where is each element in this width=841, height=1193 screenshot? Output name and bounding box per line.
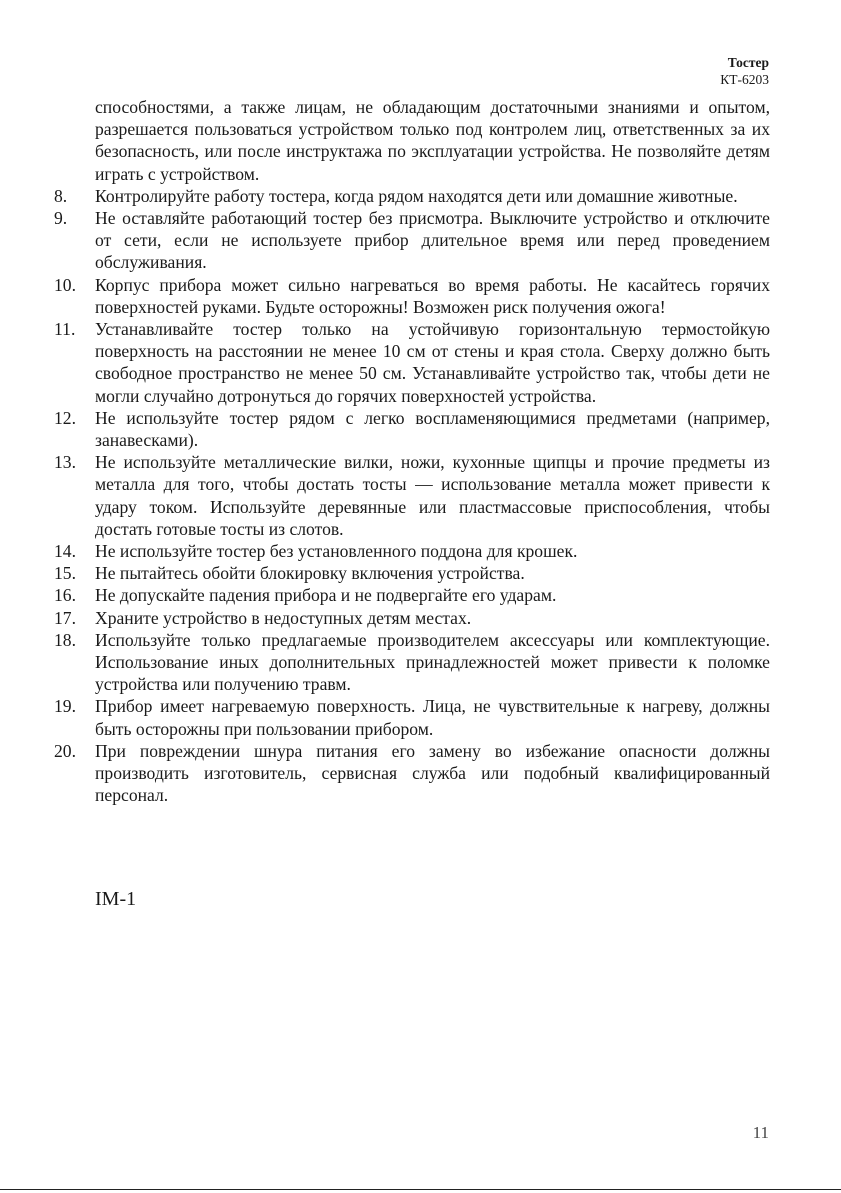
item-number: 13. xyxy=(54,452,76,473)
list-item xyxy=(54,451,770,540)
list-item xyxy=(54,318,770,407)
item-text: Используйте только предлагаемые производителем аксессуары или комплектующие. Использование иных дополнительных принадлежностей может привести к поломке устройства или получению травм. xyxy=(95,629,770,695)
item-text: Не оставляйте работающий тостер без присмотра. Выключите устройство и отключите от сети, если не используете прибор длительное время или перед проведением обслуживания. xyxy=(95,208,770,273)
list-item xyxy=(54,407,770,451)
item-text: Не пытайтесь обойти блокировку включения устройства. xyxy=(95,563,525,584)
item-text: Прибор имеет нагреваемую поверхность. Лица, не чувствительные к нагреву, должны быть осторожны при пользовании прибором. xyxy=(95,696,770,739)
item-text: Устанавливайте тостер только на устойчивую горизонтальную термостойкую поверхность на расстоянии не менее 10 см от стены и края стола. Сверху должно быть свободное пространство не менее 50 см. Устанавливайте устройство так, чтобы дети не могли случайно дотронуться до горячих поверхностей устройства. xyxy=(95,319,770,406)
item-number: 20. xyxy=(54,740,76,761)
list-item xyxy=(54,274,770,318)
manual-code: IM-1 xyxy=(95,888,137,910)
list-item xyxy=(54,185,770,207)
item-text: Не используйте тостер без установленного поддона для крошек. xyxy=(95,541,578,562)
list-item xyxy=(54,207,770,274)
safety-instructions xyxy=(54,96,770,807)
list-item xyxy=(54,584,770,606)
item-text: Корпус прибора может сильно нагреваться во время работы. Не касайтесь горячих поверхностей руками. Будьте осторожны! Возможен риск получения ожога! xyxy=(95,274,770,317)
item-number: 8. xyxy=(54,185,68,206)
page-header xyxy=(720,54,769,88)
item-text: При повреждении шнура питания его замену во избежание опасности должны производить изготовитель, сервисная служба или подобный квалифицированный персонал. xyxy=(95,740,770,806)
item-number: 11. xyxy=(54,319,76,340)
item-text: Не допускайте падения прибора и не подвергайте его ударам. xyxy=(95,585,557,606)
item-text: Контролируйте работу тостера, когда рядом находятся дети или домашние животные. xyxy=(95,185,738,206)
item-number: 19. xyxy=(54,696,76,717)
item-text: Не используйте металлические вилки, ножи, кухонные щипцы и прочие предметы из металла для того, чтобы достать тосты — использование металла может привести к удару током. Используйте деревянные или пластмассовые приспособления, чтобы достать готовые тосты из слотов. xyxy=(95,452,770,539)
list-item xyxy=(54,695,770,739)
item-number: 15. xyxy=(54,563,76,584)
item-number: 9. xyxy=(54,208,68,229)
product-model: КТ-6203 xyxy=(720,72,769,87)
item-number: 14. xyxy=(54,541,76,562)
list-item xyxy=(54,629,770,696)
list-item xyxy=(54,740,770,807)
item-number: 12. xyxy=(54,407,76,428)
item-number: 16. xyxy=(54,585,76,606)
item-number: 17. xyxy=(54,607,76,628)
item-text: Храните устройство в недоступных детям местах. xyxy=(95,607,472,628)
item-text: Не используйте тостер рядом с легко воспламеняющимися предметами (например, занавесками). xyxy=(95,407,770,451)
bottom-divider xyxy=(0,1189,841,1190)
page-number: 11 xyxy=(752,1123,769,1142)
product-title: Тостер xyxy=(727,55,769,70)
item-number: 10. xyxy=(54,274,76,295)
list-item xyxy=(54,562,770,584)
list-item xyxy=(54,540,770,562)
list-item xyxy=(54,607,770,629)
item-number: 18. xyxy=(54,629,76,650)
continuation-paragraph: способностями, а также лицам, не обладающим достаточными знаниями и опытом, разрешается пользоваться устройством только под контролем лиц, ответственных за их безопасность, или после инструктажа по эксплуатации устройства. Не позволяйте детям играть с устройством. xyxy=(95,97,770,184)
